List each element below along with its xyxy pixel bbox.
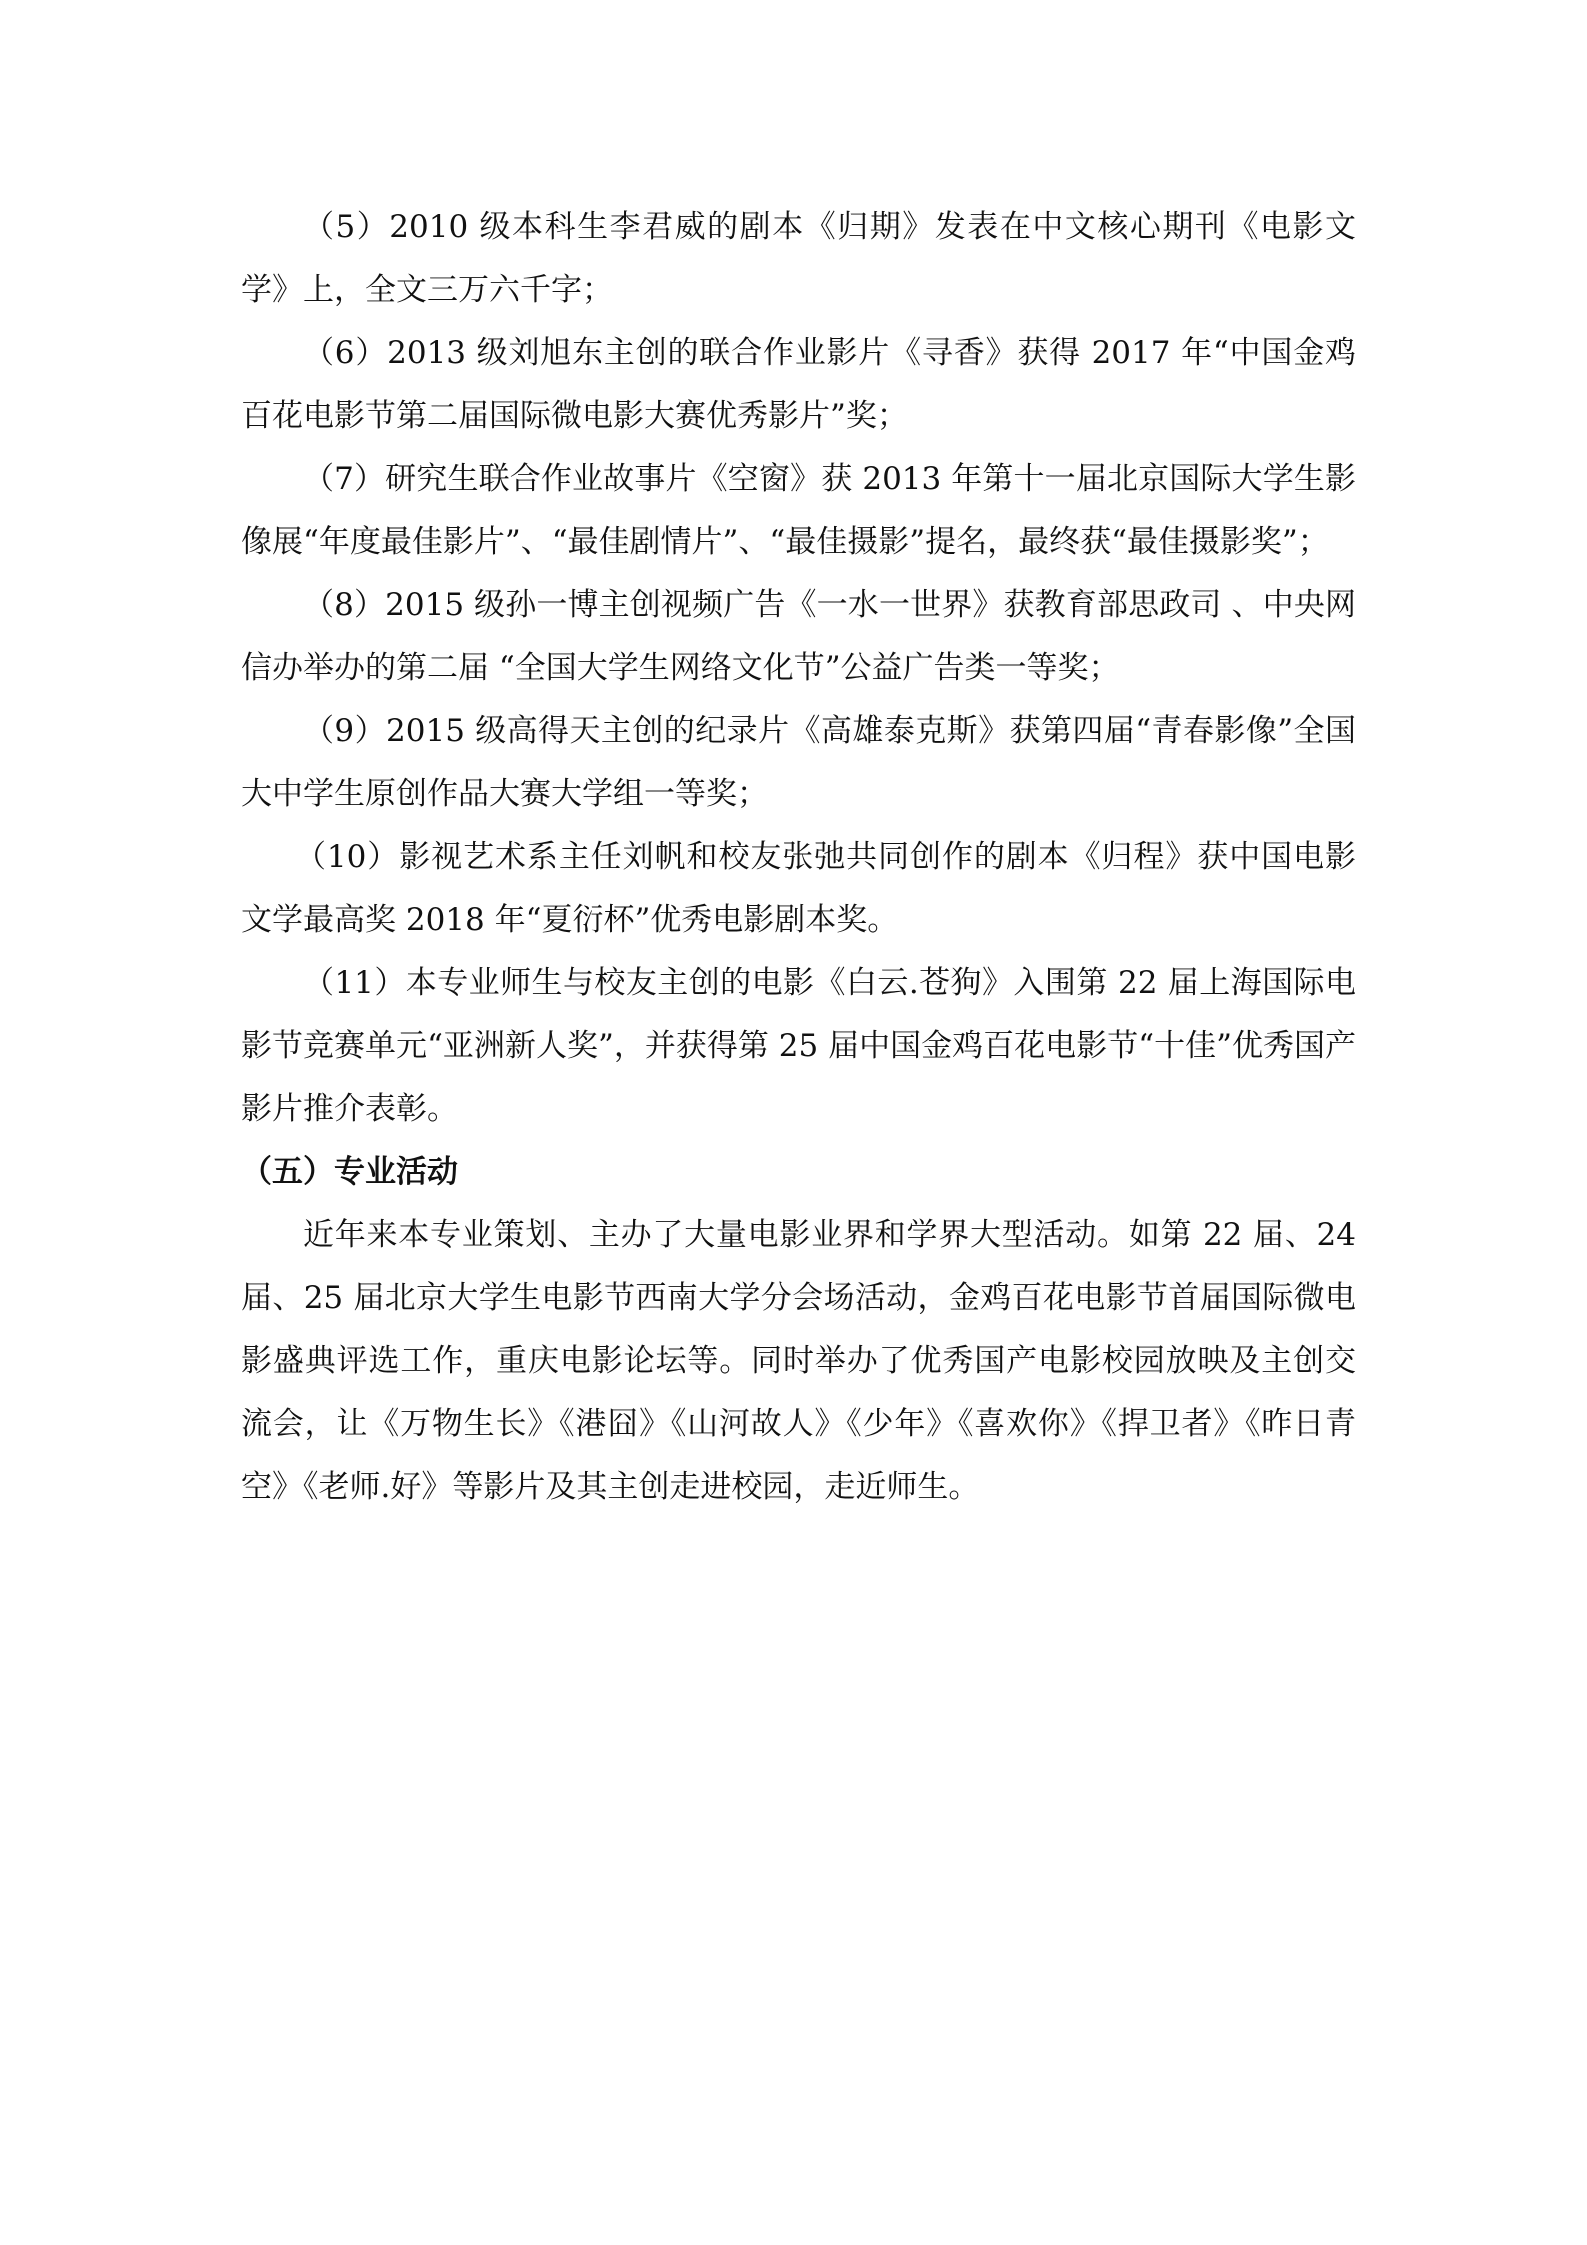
- achievement-item-5: （5）2010 级本科生李君威的剧本《归期》发表在中文核心期刊《电影文学》上，全文三万六千字；: [241, 209, 1356, 308]
- achievement-item-9: （9）2015 级高得天主创的纪录片《高雄泰克斯》获第四届“青春影像”全国大中学生原创作品大赛大学组一等奖；: [241, 713, 1356, 812]
- section-heading: （五）专业活动: [241, 1154, 458, 1190]
- achievement-item-8: （8）2015 级孙一博主创视频广告《一水一世界》获教育部思政司 、中央网信办举办的第二届 “全国大学生网络文化节”公益广告类一等奖；: [241, 587, 1356, 686]
- section-body: 近年来本专业策划、主办了大量电影业界和学界大型活动。如第 22 届、24 届、25 届北京大学生电影节西南大学分会场活动，金鸡百花电影节首届国际微电影盛典评选工作，重庆电影论坛等。同时举办了优秀国产电影校园放映及主创交流会，让《万物生长》《港囧》《山河故人》《少年》《喜欢你》《捍卫者》《昨日青空》《老师.好》等影片及其主创走进校园，走近师生。: [241, 1217, 1356, 1505]
- achievement-item-10: （10）影视艺术系主任刘帆和校友张弛共同创作的剧本《归程》获中国电影文学最高奖 2018 年“夏衍杯”优秀电影剧本奖。: [241, 839, 1356, 938]
- achievement-item-11: （11）本专业师生与校友主创的电影《白云.苍狗》入围第 22 届上海国际电影节竞赛单元“亚洲新人奖”，并获得第 25 届中国金鸡百花电影节“十佳”优秀国产影片推介表彰。: [241, 965, 1356, 1127]
- document-body: [241, 196, 1356, 1519]
- achievement-item-6: （6）2013 级刘旭东主创的联合作业影片《寻香》获得 2017 年“中国金鸡百花电影节第二届国际微电影大赛优秀影片”奖；: [241, 335, 1356, 434]
- achievement-item-7: （7）研究生联合作业故事片《空窗》获 2013 年第十一届北京国际大学生影像展“年度最佳影片”、“最佳剧情片”、“最佳摄影”提名，最终获“最佳摄影奖”；: [241, 461, 1356, 560]
